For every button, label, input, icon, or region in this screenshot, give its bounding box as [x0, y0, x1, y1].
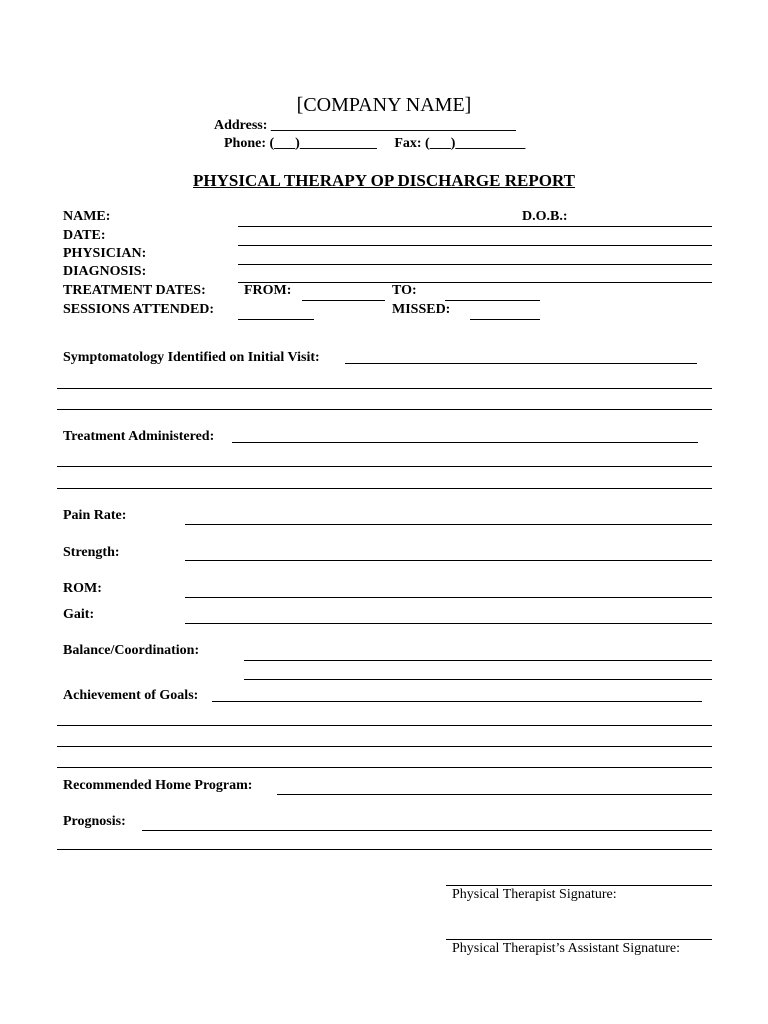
symptomatology-line-3[interactable] — [57, 409, 712, 410]
symptomatology-field[interactable] — [345, 363, 697, 364]
date-label: DATE: — [63, 228, 106, 243]
pain-rate-label: Pain Rate: — [63, 508, 127, 523]
sessions-attended-field[interactable] — [238, 319, 314, 320]
missed-label: MISSED: — [392, 302, 451, 317]
goals-line-4[interactable] — [57, 767, 712, 768]
diagnosis-field[interactable] — [238, 282, 712, 283]
date-field[interactable] — [238, 245, 712, 246]
assistant-signature-field[interactable] — [446, 939, 712, 940]
home-program-field[interactable] — [277, 794, 712, 795]
treatment-administered-field[interactable] — [232, 442, 698, 443]
rom-label: ROM: — [63, 581, 102, 596]
prognosis-field[interactable] — [142, 830, 712, 831]
goals-line-3[interactable] — [57, 746, 712, 747]
dob-label: D.O.B.: — [522, 209, 568, 224]
treatment-administered-label: Treatment Administered: — [63, 429, 215, 444]
home-program-label: Recommended Home Program: — [63, 778, 253, 793]
missed-field[interactable] — [470, 319, 540, 320]
balance-coordination-label: Balance/Coordination: — [63, 643, 200, 658]
from-label: FROM: — [244, 283, 292, 298]
balance-coordination-line-2[interactable] — [244, 679, 712, 680]
diagnosis-label: DIAGNOSIS: — [63, 264, 147, 279]
gait-field[interactable] — [185, 623, 712, 624]
physician-label: PHYSICIAN: — [63, 246, 147, 261]
name-field[interactable] — [238, 226, 712, 227]
therapist-signature-label: Physical Therapist Signature: — [452, 887, 617, 902]
physician-field[interactable] — [238, 264, 712, 265]
treatment-line-2[interactable] — [57, 466, 712, 467]
treatment-dates-label: TREATMENT DATES: — [63, 283, 206, 298]
report-title: PHYSICAL THERAPY OP DISCHARGE REPORT — [193, 171, 575, 190]
sessions-attended-label: SESSIONS ATTENDED: — [63, 302, 215, 317]
name-label: NAME: — [63, 209, 111, 224]
achievement-of-goals-label: Achievement of Goals: — [63, 688, 199, 703]
prognosis-line-2[interactable] — [57, 849, 712, 850]
strength-field[interactable] — [185, 560, 712, 561]
strength-label: Strength: — [63, 545, 120, 560]
treatment-line-3[interactable] — [57, 488, 712, 489]
goals-line-2[interactable] — [57, 725, 712, 726]
symptomatology-label: Symptomatology Identified on Initial Visit: — [63, 350, 320, 365]
achievement-of-goals-field[interactable] — [212, 701, 702, 702]
prognosis-label: Prognosis: — [63, 814, 126, 829]
assistant-signature-label: Physical Therapist’s Assistant Signature: — [452, 941, 681, 956]
symptomatology-line-2[interactable] — [57, 388, 712, 389]
phone-fax-line: Phone: (___)___________ Fax: (___)__________ — [224, 136, 526, 151]
to-label: TO: — [392, 283, 417, 298]
rom-field[interactable] — [185, 597, 712, 598]
to-date-field[interactable] — [445, 300, 540, 301]
balance-coordination-field[interactable] — [244, 660, 712, 661]
pain-rate-field[interactable] — [185, 524, 712, 525]
address-line: Address: ___________________________________ — [214, 118, 516, 133]
therapist-signature-field[interactable] — [446, 885, 712, 886]
gait-label: Gait: — [63, 607, 95, 622]
company-name: [COMPANY NAME] — [296, 94, 472, 116]
from-date-field[interactable] — [302, 300, 385, 301]
